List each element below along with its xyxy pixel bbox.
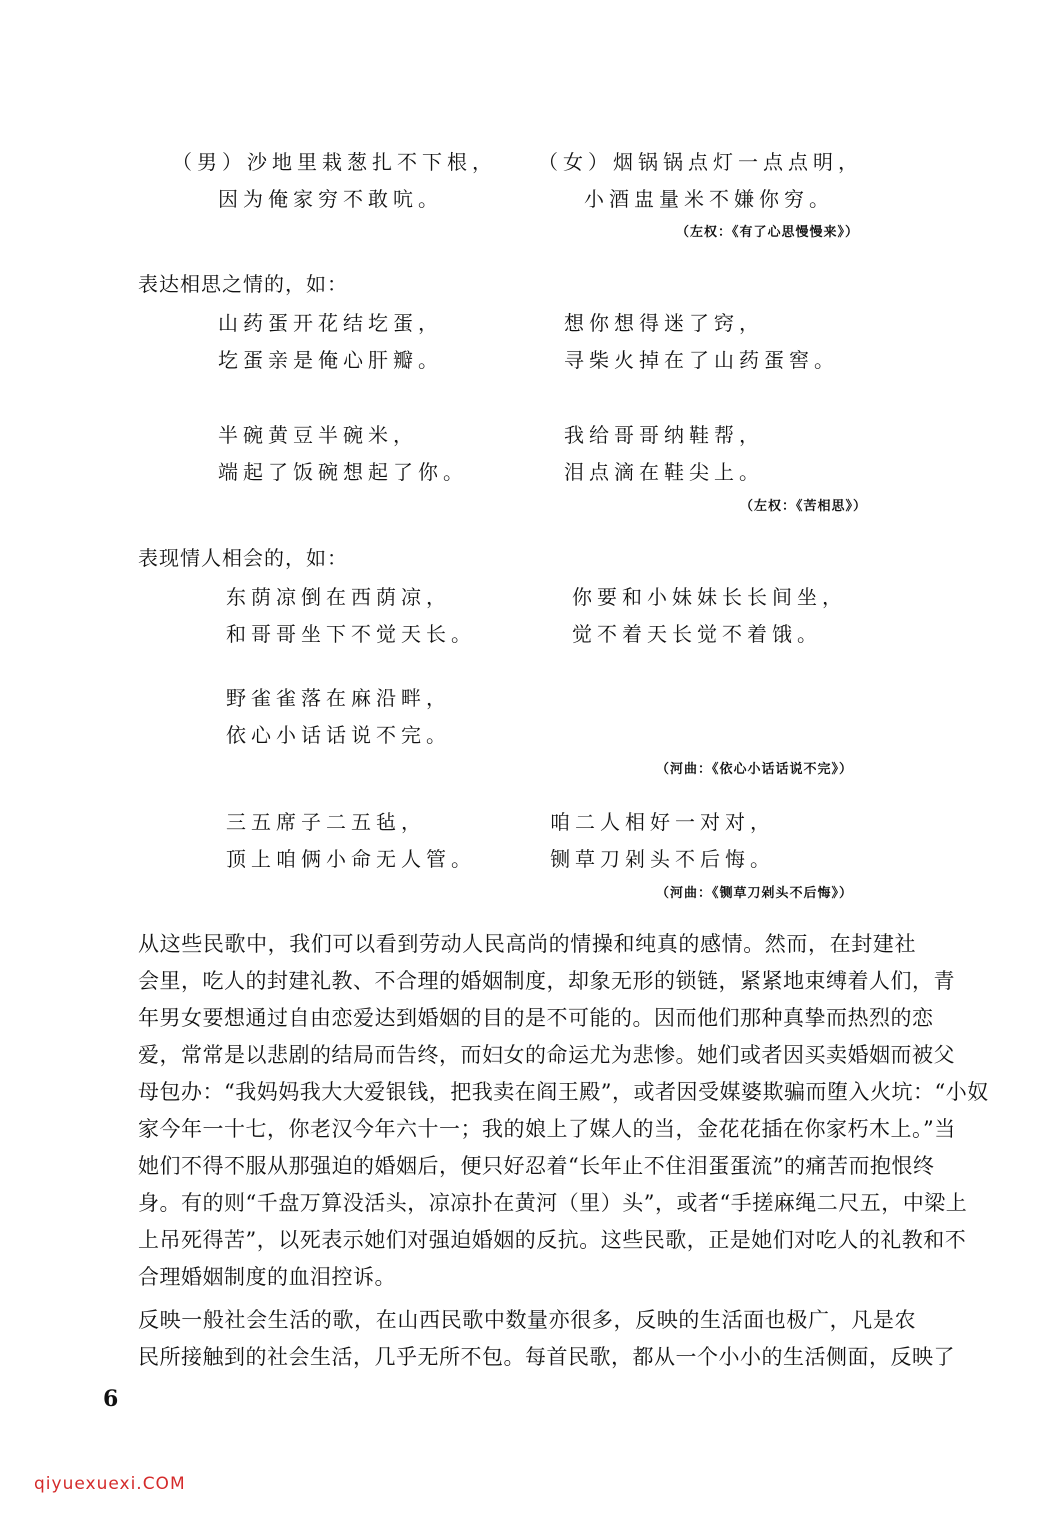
song-citation: （河曲：《铡草刀剁头不后悔》）: [656, 886, 854, 901]
verse-line: 野雀雀落在麻沿畔，: [226, 686, 451, 710]
verse-line: 你要和小妹妹长长间坐，: [572, 585, 847, 609]
verse-line: 三五席子二五毡，: [226, 810, 426, 834]
paragraph-line: 合理婚姻制度的血泪控诉。: [138, 1265, 396, 1289]
song-citation: （左权：《有了心思慢慢来》）: [676, 225, 860, 240]
paragraph-line: 民所接触到的社会生活，几乎无所不包。每首民歌，都从一个小小的生活侧面，反映了: [138, 1345, 955, 1369]
paragraph-line: 身。有的则“千盘万算没活头，凉凉扑在黄河（里）头”，或者“手搓麻绳二尺五，中梁上: [138, 1191, 968, 1215]
paragraph-line: 家今年一十七，你老汉今年六十一；我的娘上了媒人的当，金花花插在你家朽木上。”当: [138, 1117, 956, 1141]
verse-line: 因为俺家穷不敢吭。: [218, 187, 443, 211]
verse-line: 端起了饭碗想起了你。: [218, 460, 468, 484]
verse-line: 和哥哥坐下不觉天长。: [226, 622, 476, 646]
section-intro: 表达相思之情的，如：: [138, 272, 348, 296]
page-number: 6: [103, 1386, 119, 1412]
verse-line: 觉不着天长觉不着饿。: [572, 622, 822, 646]
verse-line: 山药蛋开花结圪蛋，: [218, 311, 443, 335]
paragraph-line: 上吊死得苦”，以死表示她们对强迫婚姻的反抗。这些民歌，正是她们对吃人的礼教和不: [138, 1228, 967, 1252]
verse-line: （男）沙地里栽葱扎不下根，: [172, 150, 497, 174]
verse-line: 咱二人相好一对对，: [550, 810, 775, 834]
paragraph-line: 爱，常常是以悲剧的结局而告终，而妇女的命运尤为悲惨。她们或者因买卖婚姻而被父: [138, 1043, 955, 1067]
verse-line: 铡草刀剁头不后悔。: [550, 847, 775, 871]
verse-line: 小酒盅量米不嫌你穷。: [584, 187, 834, 211]
song-citation: （左权：《苦相思》）: [740, 499, 868, 514]
paragraph-line: 年男女要想通过自由恋爱达到婚姻的目的是不可能的。因而他们那种真挚而热烈的恋: [138, 1006, 934, 1030]
verse-line: 圪蛋亲是俺心肝瓣。: [218, 348, 443, 372]
paragraph-line: 她们不得不服从那强迫的婚姻后，便只好忍着“长年止不住泪蛋蛋流”的痛苦而抱恨终: [138, 1154, 935, 1178]
paragraph-line: 从这些民歌中，我们可以看到劳动人民高尚的情操和纯真的感情。然而，在封建社: [138, 932, 916, 956]
verse-line: （女）烟锅锅点灯一点点明，: [538, 150, 863, 174]
verse-line: 东荫凉倒在西荫凉，: [226, 585, 451, 609]
song-citation: （河曲：《依心小话话说不完》）: [656, 762, 854, 777]
verse-line: 半碗黄豆半碗米，: [218, 423, 418, 447]
paragraph-line: 会里，吃人的封建礼教、不合理的婚姻制度，却象无形的锁链，紧紧地束缚着人们，青: [138, 969, 955, 993]
paragraph-line: 反映一般社会生活的歌，在山西民歌中数量亦很多，反映的生活面也极广，凡是农: [138, 1308, 916, 1332]
verse-line: 顶上咱俩小命无人管。: [226, 847, 476, 871]
verse-line: 我给哥哥纳鞋帮，: [564, 423, 764, 447]
verse-line: 想你想得迷了窍，: [564, 311, 764, 335]
body-paragraph: [138, 926, 989, 1296]
body-paragraph: [138, 1302, 955, 1376]
watermark-text: qiyuexuexi.COM: [34, 1474, 186, 1494]
section-intro: 表现情人相会的，如：: [138, 546, 348, 570]
paragraph-line: 母包办：“我妈妈我大大爱银钱，把我卖在阎王殿”，或者因受媒婆欺骗而堕入火坑：“小奴: [138, 1080, 989, 1104]
verse-line: 泪点滴在鞋尖上。: [564, 460, 764, 484]
verse-line: 依心小话话说不完。: [226, 723, 451, 747]
verse-line: 寻柴火掉在了山药蛋窖。: [564, 348, 839, 372]
